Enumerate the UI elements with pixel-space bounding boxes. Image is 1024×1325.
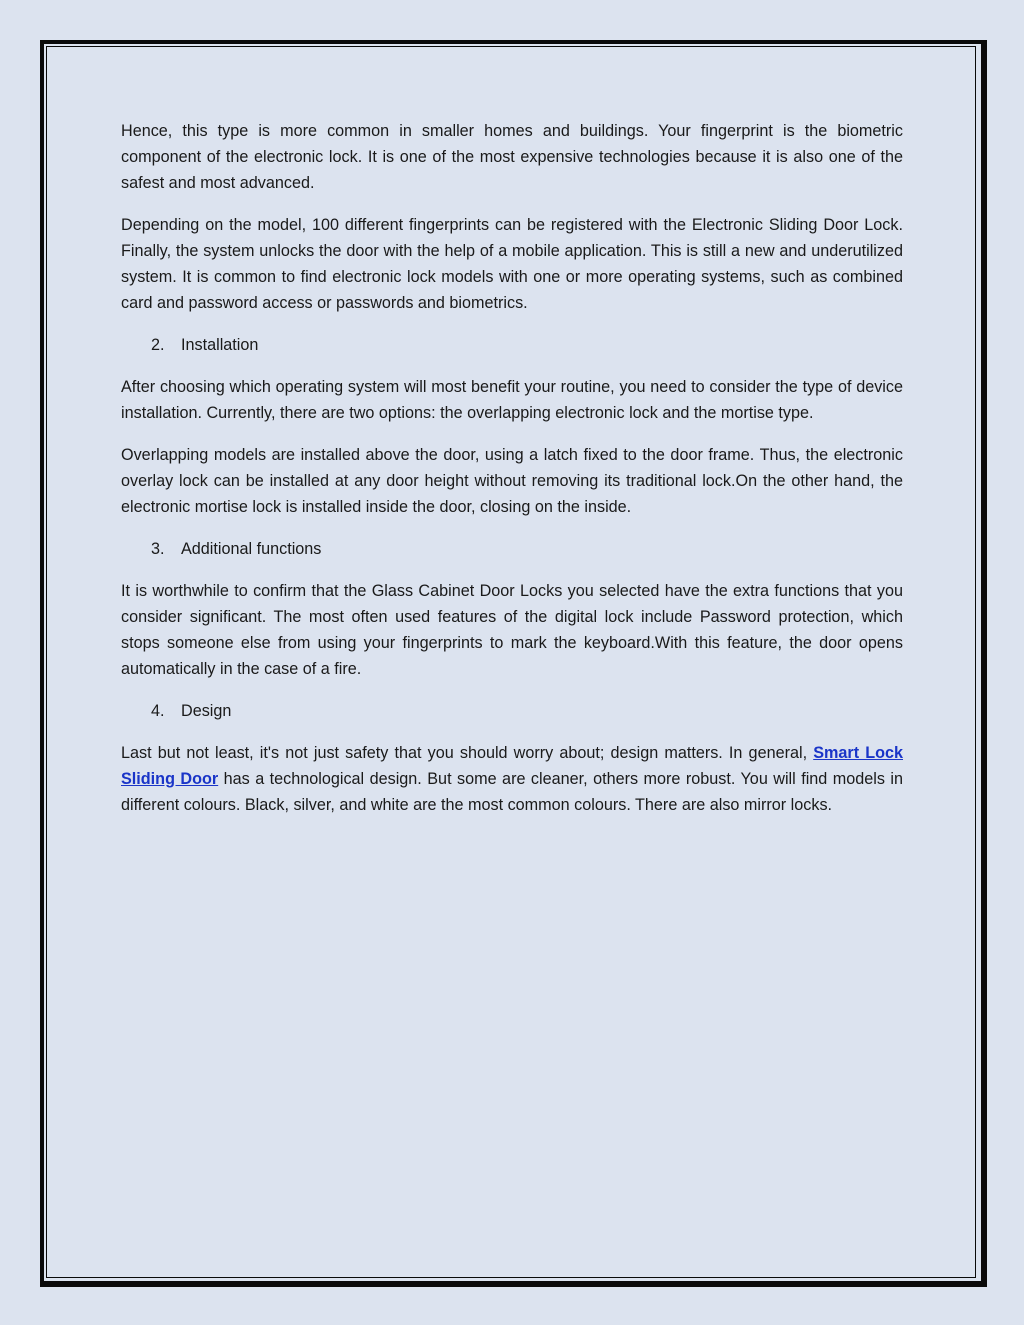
paragraph-design-text-after: has a technological design. But some are cleaner, others more robust. You will find models in different colours. Black, silver, and white are the most common colours. There are also mirror locks. xyxy=(121,770,904,814)
heading-label: Installation xyxy=(181,336,259,354)
paragraph-installation: After choosing which operating system will most benefit your routine, you need to consider the type of device installation. Currently, there are two options: the overlapping electronic lock and the mortise type. xyxy=(121,378,903,422)
paragraph-functions: It is worthwhile to confirm that the Glass Cabinet Door Locks you selected have the extra functions that you consider significant. The most often used features of the digital lock include Password protection, which stops someone else from using your fingerprints to mark the keyboard.With this feature, the door opens automatically in the case of a fire. xyxy=(121,582,903,678)
paragraph-design xyxy=(121,740,903,818)
document-body xyxy=(121,118,903,834)
paragraph-design-text-before: Last but not least, it's not just safety that you should worry about; design matters. In general, xyxy=(121,744,814,762)
smart-lock-sliding-door-link[interactable]: Smart Lock Sliding Door xyxy=(121,744,903,788)
heading-label: Additional functions xyxy=(181,540,322,558)
paragraph-fingerprints: Depending on the model, 100 different fingerprints can be registered with the Electronic Sliding Door Lock. Finally, the system unlocks the door with the help of a mobile application. This is still a new and underutilized system. It is common to find electronic lock models with one or more operating systems, such as combined card and password access or passwords and biometrics. xyxy=(121,216,903,312)
paragraph-biometric: Hence, this type is more common in smaller homes and buildings. Your fingerprint is the biometric component of the electronic lock. It is one of the most expensive technologies because it is also one of the safest and most advanced. xyxy=(121,122,903,192)
heading-additional-functions xyxy=(121,536,903,562)
heading-number: 4. xyxy=(151,702,165,720)
heading-number: 3. xyxy=(151,540,165,558)
heading-label: Design xyxy=(181,702,232,720)
heading-design xyxy=(121,698,903,724)
heading-number: 2. xyxy=(151,336,165,354)
paragraph-overlapping: Overlapping models are installed above the door, using a latch fixed to the door frame. Thus, the electronic overlay lock can be installed at any door height without removing its traditional lock.On the other hand, the electronic mortise lock is installed inside the door, closing on the inside. xyxy=(121,446,903,516)
heading-installation xyxy=(121,332,903,358)
